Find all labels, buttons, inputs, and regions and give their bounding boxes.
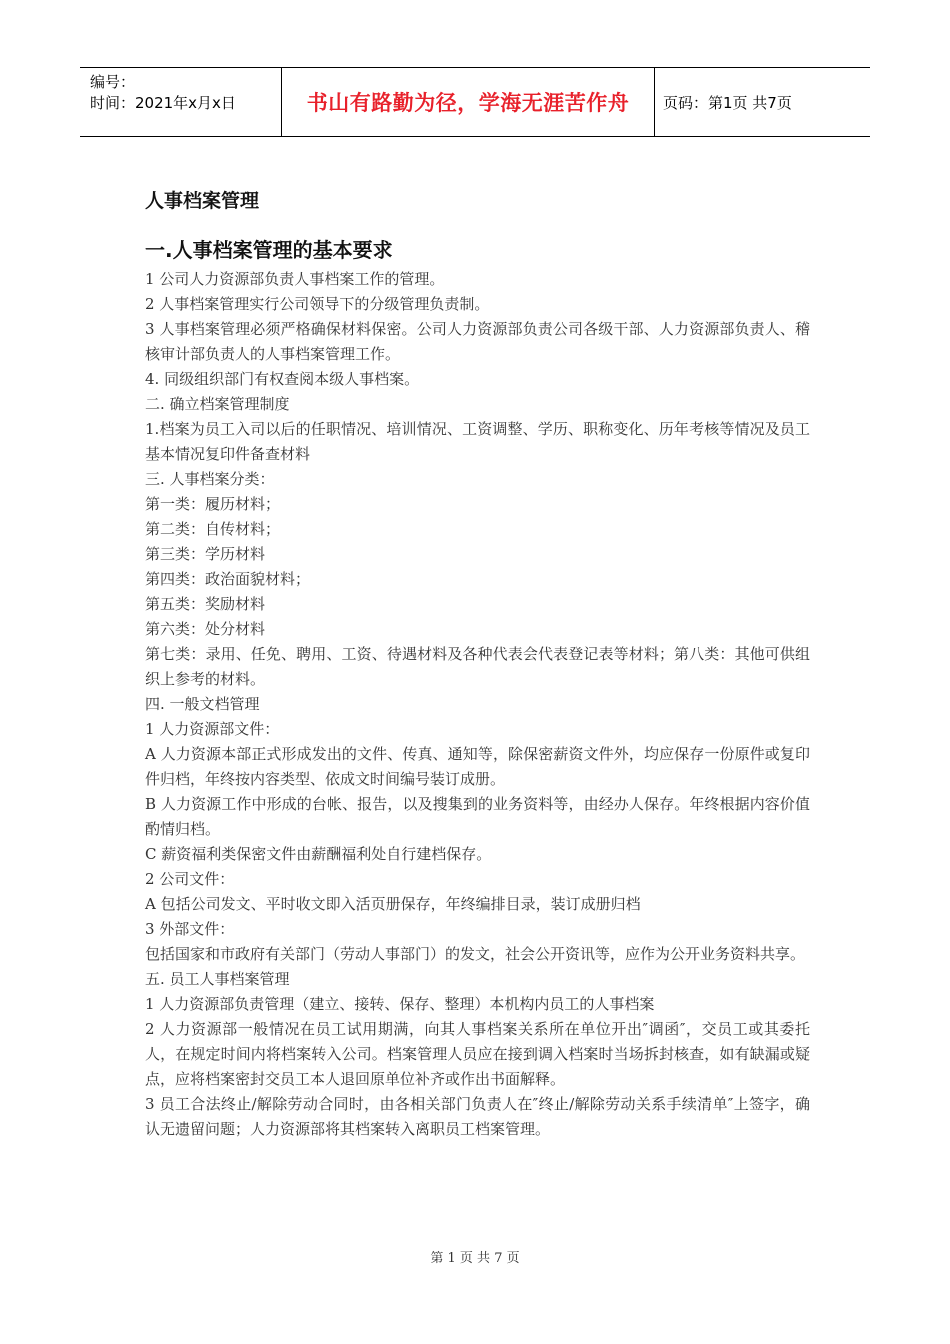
paragraph: 4. 同级组织部门有权查阅本级人事档案。 xyxy=(145,370,420,388)
page-info: 页码：第1页 共7页 xyxy=(663,93,792,112)
paragraph: 第四类：政治面貌材料； xyxy=(145,570,311,588)
paragraph: 第一类：履历材料； xyxy=(145,495,281,513)
paragraph: 2 人力资源部一般情况在员工试用期满，向其人事档案关系所在单位开出″调函″，交员工或其委托人，在规定时间内将档案转入公司。档案管理人员应在接到调入档案时当场拆封核查，如有缺漏或疑点，应将档案密封交员工本人退回原单位补齐或作出书面解释。 xyxy=(145,1020,810,1088)
paragraph: 二. 确立档案管理制度 xyxy=(145,395,290,413)
paragraph: 1 人力资源部负责管理（建立、接转、保存、整理）本机构内员工的人事档案 xyxy=(145,995,655,1013)
paragraph: 第三类：学历材料 xyxy=(145,545,266,563)
serial-number-label: 编号： xyxy=(90,73,136,91)
header-motto-cell xyxy=(282,68,655,136)
paragraph: 2 公司文件： xyxy=(145,870,235,888)
date-text: 时间：2021年x月x日 xyxy=(90,94,236,112)
paragraph: 3 人事档案管理必须严格确保材料保密。公司人力资源部负责公司各级干部、人力资源部负责人、稽核审计部负责人的人事档案管理工作。 xyxy=(145,320,810,363)
paragraph: 1 公司人力资源部负责人事档案工作的管理。 xyxy=(145,270,445,288)
paragraph: 第五类：奖励材料 xyxy=(145,595,266,613)
paragraph: 第七类：录用、任免、聘用、工资、待遇材料及各种代表会代表登记表等材料；第八类：其他可供组织上参考的材料。 xyxy=(145,645,810,688)
document-body xyxy=(145,186,810,1142)
paragraph-list xyxy=(145,267,810,1142)
document-title: 人事档案管理 xyxy=(145,190,260,212)
paragraph: 第六类：处分材料 xyxy=(145,620,266,638)
motto-text: 书山有路勤为径，学海无涯苦作舟 xyxy=(306,91,630,115)
page-footer: 第 1 页 共 7 页 xyxy=(430,1251,520,1266)
paragraph: A 包括公司发文、平时收文即入活页册保存，年终编排目录，装订成册归档 xyxy=(145,895,641,913)
paragraph: C 薪资福利类保密文件由薪酬福利处自行建档保存。 xyxy=(145,845,492,863)
header-meta xyxy=(80,68,282,136)
paragraph: B 人力资源工作中形成的台帐、报告，以及搜集到的业务资料等，由经办人保存。年终根据内容价值酌情归档。 xyxy=(145,795,810,838)
paragraph: 3 外部文件： xyxy=(145,920,235,938)
page-header xyxy=(80,67,870,137)
paragraph: 四. 一般文档管理 xyxy=(145,695,260,713)
paragraph: 2 人事档案管理实行公司领导下的分级管理负责制。 xyxy=(145,295,490,313)
paragraph: 1 人力资源部文件： xyxy=(145,720,280,738)
paragraph: 五. 员工人事档案管理 xyxy=(145,970,290,988)
paragraph: 第二类：自传材料； xyxy=(145,520,281,538)
section-heading: 一.人事档案管理的基本要求 xyxy=(145,238,393,262)
paragraph: 3 员工合法终止/解除劳动合同时，由各相关部门负责人在″终止/解除劳动关系手续清单″上签字，确认无遗留问题；人力资源部将其档案转入离职员工档案管理。 xyxy=(145,1095,810,1138)
paragraph: 三. 人事档案分类： xyxy=(145,470,275,488)
paragraph: A 人力资源本部正式形成发出的文件、传真、通知等，除保密薪资文件外，均应保存一份原件或复印件归档，年终按内容类型、依成文时间编号装订成册。 xyxy=(145,745,810,788)
paragraph: 包括国家和市政府有关部门（劳动人事部门）的发文，社会公开资讯等，应作为公开业务资料共享。 xyxy=(145,945,806,963)
paragraph: 1.档案为员工入司以后的任职情况、培训情况、工资调整、学历、职称变化、历年考核等情况及员工基本情况复印件备查材料 xyxy=(145,420,810,463)
header-page-info-cell xyxy=(655,68,870,136)
